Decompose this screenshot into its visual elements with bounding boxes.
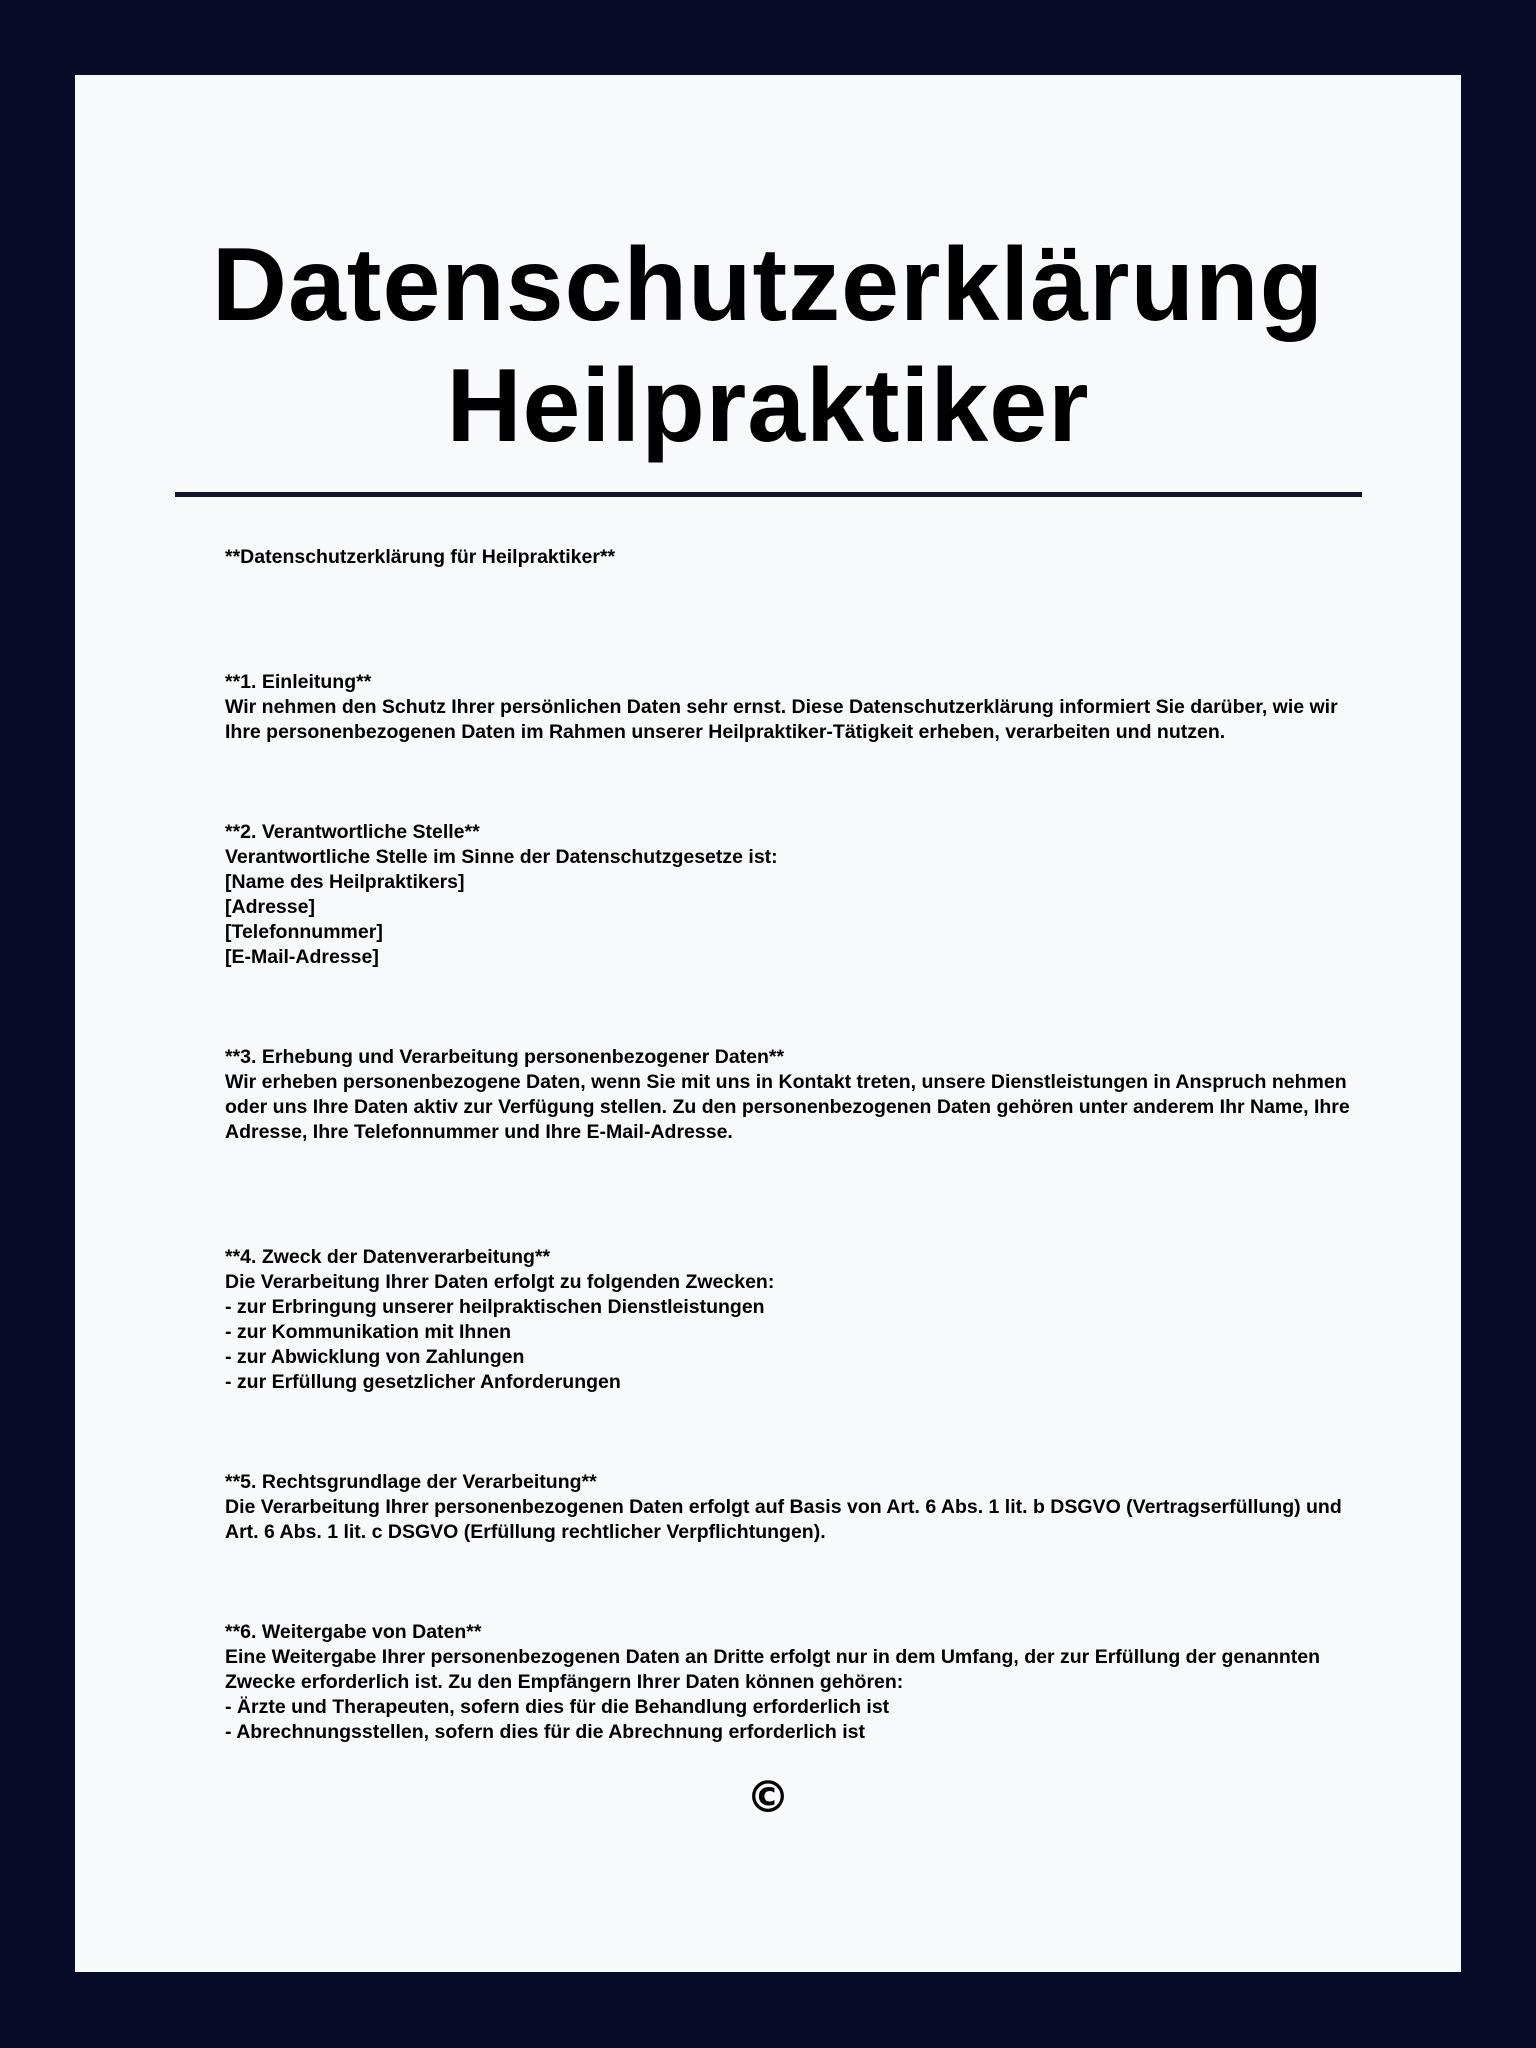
title-divider <box>175 492 1362 497</box>
section-body: Wir nehmen den Schutz Ihrer persönlichen Daten sehr ernst. Diese Datenschutzerklärung informiert Sie darüber, wie wir Ihre personenbezogenen Daten im Rahmen unserer Heilpraktiker-Tätigkeit erheben, verarbeiten und nutzen. <box>225 696 1338 743</box>
section-line: - zur Abwicklung von Zahlungen <box>225 1346 525 1368</box>
section-line: - Abrechnungsstellen, sofern dies für die Abrechnung erforderlich ist <box>225 1721 865 1743</box>
document-page <box>75 75 1461 1972</box>
section-heading: **5. Rechtsgrundlage der Verarbeitung** <box>225 1471 597 1493</box>
section-6 <box>225 1620 1375 1745</box>
title-line-1: Datenschutzerklärung <box>211 227 1325 343</box>
section-heading: **6. Weitergabe von Daten** <box>225 1621 482 1643</box>
section-line: [Telefonnummer] <box>225 921 383 943</box>
section-1 <box>225 670 1375 745</box>
section-heading: **1. Einleitung** <box>225 671 372 693</box>
section-body: Verantwortliche Stelle im Sinne der Datenschutzgesetze ist: <box>225 846 778 868</box>
section-line: - zur Erfüllung gesetzlicher Anforderungen <box>225 1371 621 1393</box>
doc-heading: **Datenschutzerklärung für Heilpraktiker** <box>225 546 616 568</box>
section-body: Eine Weitergabe Ihrer personenbezogenen Daten an Dritte erfolgt nur in dem Umfang, der zur Erfüllung der genannten Zwecke erforderlich ist. Zu den Empfängern Ihrer Daten können gehören: <box>225 1646 1321 1693</box>
section-body: Wir erheben personenbezogene Daten, wenn Sie mit uns in Kontakt treten, unsere Dienstleistungen in Anspruch nehmen oder uns Ihre Daten aktiv zur Verfügung stellen. Zu den personenbezogenen Daten gehören unter anderem Ihr Name, Ihre Adresse, Ihre Telefonnummer und Ihre E-Mail-Adresse. <box>225 1071 1350 1143</box>
document-title <box>75 225 1461 467</box>
section-5 <box>225 1470 1375 1545</box>
section-2 <box>225 820 1375 970</box>
section-3 <box>225 1045 1375 1145</box>
title-line-2: Heilpraktiker <box>446 348 1090 464</box>
section-4 <box>225 1245 1375 1395</box>
section-body: Die Verarbeitung Ihrer Daten erfolgt zu folgenden Zwecken: <box>225 1271 775 1293</box>
section-line: [E-Mail-Adresse] <box>225 946 379 968</box>
section-line: - zur Kommunikation mit Ihnen <box>225 1321 511 1343</box>
doc-heading-block <box>225 545 1375 570</box>
section-heading: **4. Zweck der Datenverarbeitung** <box>225 1246 551 1268</box>
section-line: - Ärzte und Therapeuten, sofern dies für die Behandlung erforderlich ist <box>225 1696 890 1718</box>
section-line: [Adresse] <box>225 896 315 918</box>
section-heading: **2. Verantwortliche Stelle** <box>225 821 480 843</box>
section-heading: **3. Erhebung und Verarbeitung personenbezogener Daten** <box>225 1046 785 1068</box>
section-body: Die Verarbeitung Ihrer personenbezogenen Daten erfolgt auf Basis von Art. 6 Abs. 1 lit. b DSGVO (Vertragserfüllung) und Art. 6 Abs. 1 lit. c DSGVO (Erfüllung rechtlicher Verpflichtungen). <box>225 1496 1342 1543</box>
copyright-icon: © <box>746 1772 790 1823</box>
section-line: - zur Erbringung unserer heilpraktischen Dienstleistungen <box>225 1296 765 1318</box>
section-line: [Name des Heilpraktikers] <box>225 871 465 893</box>
